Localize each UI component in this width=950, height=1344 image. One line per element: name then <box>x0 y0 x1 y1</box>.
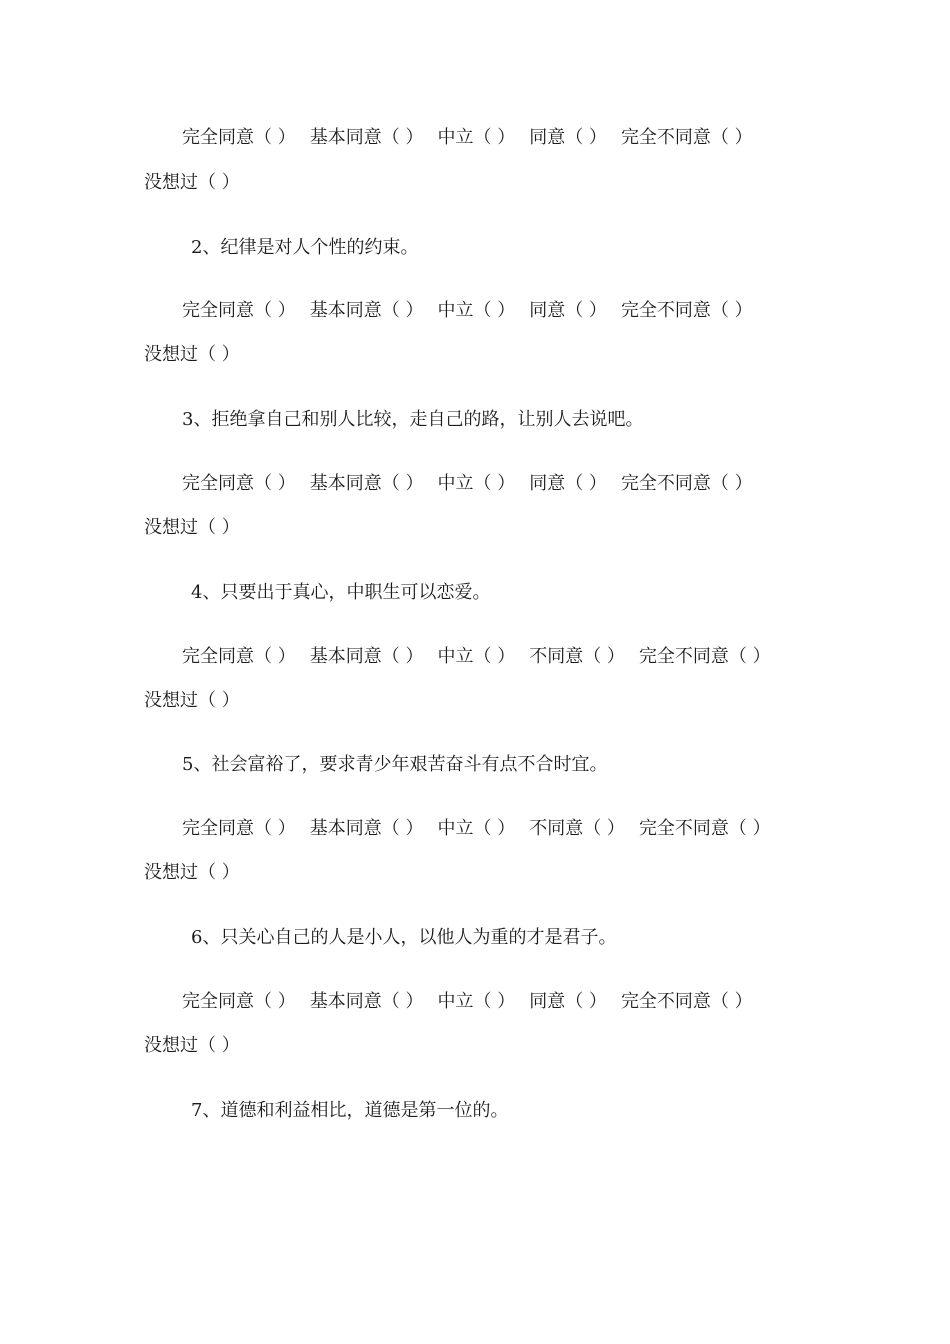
option-item: 同意（ ） <box>529 473 607 494</box>
option-tail-1: 没想过（ ） <box>144 172 240 193</box>
option-item: 完全不同意（ ） <box>638 646 771 667</box>
option-row-6 <box>182 990 753 1014</box>
option-item: 中立（ ） <box>437 300 516 321</box>
option-item: 基本同意（ ） <box>309 646 424 667</box>
option-row-2 <box>182 299 753 323</box>
question-5: 5、社会富裕了，要求青少年艰苦奋斗有点不合时宜。 <box>182 754 608 775</box>
option-item: 完全同意（ ） <box>182 473 296 494</box>
option-item: 中立（ ） <box>437 818 516 839</box>
option-item: 基本同意（ ） <box>309 127 424 148</box>
option-item: 中立（ ） <box>437 127 516 148</box>
option-item: 同意（ ） <box>529 127 607 148</box>
question-3: 3、拒绝拿自己和别人比较，走自己的路，让别人去说吧。 <box>182 409 644 430</box>
option-item: 基本同意（ ） <box>309 300 424 321</box>
option-item: 不同意（ ） <box>529 646 625 667</box>
option-item: 同意（ ） <box>529 991 607 1012</box>
option-tail-3: 没想过（ ） <box>144 517 240 538</box>
option-item: 基本同意（ ） <box>309 473 424 494</box>
option-tail-2: 没想过（ ） <box>144 344 240 365</box>
option-row-5 <box>182 817 771 841</box>
question-2: 2、纪律是对人个性的约束。 <box>191 237 419 258</box>
option-item: 完全同意（ ） <box>182 646 296 667</box>
option-item: 中立（ ） <box>437 991 516 1012</box>
question-4: 4、只要出于真心，中职生可以恋爱。 <box>191 582 491 603</box>
option-item: 完全同意（ ） <box>182 300 296 321</box>
option-item: 完全同意（ ） <box>182 127 296 148</box>
option-row-4 <box>182 645 771 669</box>
question-6: 6、只关心自己的人是小人，以他人为重的才是君子。 <box>191 927 617 948</box>
option-item: 中立（ ） <box>437 473 516 494</box>
option-row-3 <box>182 472 753 496</box>
option-item: 完全不同意（ ） <box>620 991 753 1012</box>
option-item: 完全不同意（ ） <box>620 473 753 494</box>
option-tail-6: 没想过（ ） <box>144 1035 240 1056</box>
option-item: 完全不同意（ ） <box>620 300 753 321</box>
option-row-1 <box>182 126 753 150</box>
option-item: 完全同意（ ） <box>182 991 296 1012</box>
option-item: 基本同意（ ） <box>309 818 424 839</box>
option-tail-5: 没想过（ ） <box>144 862 240 883</box>
option-item: 完全不同意（ ） <box>620 127 753 148</box>
option-item: 同意（ ） <box>529 300 607 321</box>
option-item: 中立（ ） <box>437 646 516 667</box>
option-item: 完全不同意（ ） <box>638 818 771 839</box>
option-item: 基本同意（ ） <box>309 991 424 1012</box>
option-item: 完全同意（ ） <box>182 818 296 839</box>
option-tail-4: 没想过（ ） <box>144 690 240 711</box>
option-item: 不同意（ ） <box>529 818 625 839</box>
question-7: 7、道德和利益相比，道德是第一位的。 <box>191 1100 509 1121</box>
